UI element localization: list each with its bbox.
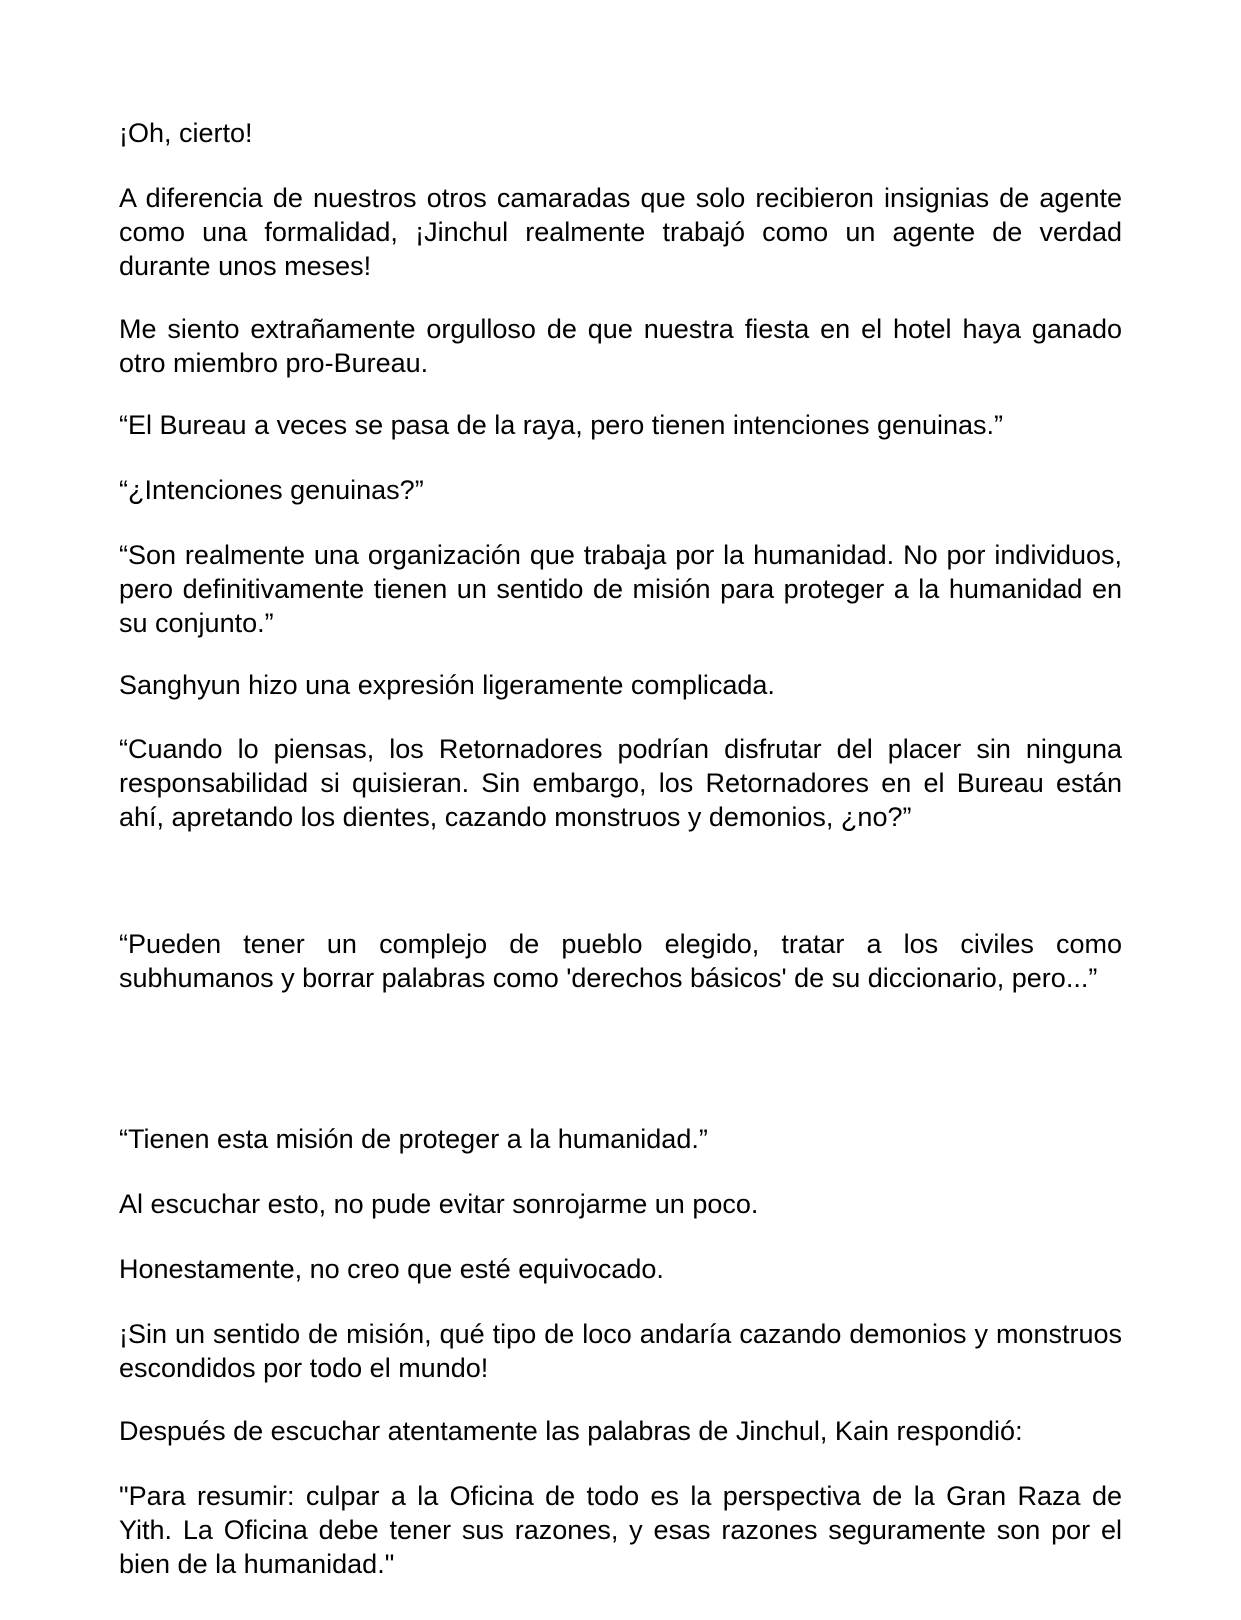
document-page <box>119 0 1122 1620</box>
paragraph-2: A diferencia de nuestros otros camaradas que solo recibieron insignias de agente como una formalidad, ¡Jinchul realmente trabajó como un agente de verdad durante unos meses! <box>119 183 1122 281</box>
paragraph-14: Después de escuchar atentamente las palabras de Jinchul, Kain respondió: <box>119 1416 1023 1446</box>
paragraph-5: “¿Intenciones genuinas?” <box>119 475 424 505</box>
paragraph-8: “Cuando lo piensas, los Retornadores podrían disfrutar del placer sin ninguna responsabilidad si quisieran. Sin embargo, los Retornadores en el Bureau están ahí, apretando los dientes, cazando monstruos y demonios, ¿no?” <box>119 734 1122 832</box>
paragraph-10: “Tienen esta misión de proteger a la humanidad.” <box>119 1124 708 1154</box>
paragraph-4: “El Bureau a veces se pasa de la raya, pero tienen intenciones genuinas.” <box>119 410 1004 440</box>
paragraph-3: Me siento extrañamente orgulloso de que nuestra fiesta en el hotel haya ganado otro miembro pro-Bureau. <box>119 314 1122 378</box>
paragraph-6: “Son realmente una organización que trabaja por la humanidad. No por individuos, pero definitivamente tienen un sentido de misión para proteger a la humanidad en su conjunto.” <box>119 540 1122 638</box>
paragraph-12: Honestamente, no creo que esté equivocado. <box>119 1254 664 1284</box>
paragraph-1: ¡Oh, cierto! <box>119 118 253 148</box>
paragraph-7: Sanghyun hizo una expresión ligeramente complicada. <box>119 670 775 700</box>
paragraph-13: ¡Sin un sentido de misión, qué tipo de loco andaría cazando demonios y monstruos escondidos por todo el mundo! <box>119 1319 1122 1383</box>
paragraph-11: Al escuchar esto, no pude evitar sonrojarme un poco. <box>119 1189 759 1219</box>
paragraph-9: “Pueden tener un complejo de pueblo elegido, tratar a los civiles como subhumanos y borrar palabras como 'derechos básicos' de su diccionario, pero...” <box>119 929 1122 993</box>
paragraph-15: "Para resumir: culpar a la Oficina de todo es la perspectiva de la Gran Raza de Yith. La Oficina debe tener sus razones, y esas razones seguramente son por el bien de la humanidad." <box>119 1481 1122 1579</box>
